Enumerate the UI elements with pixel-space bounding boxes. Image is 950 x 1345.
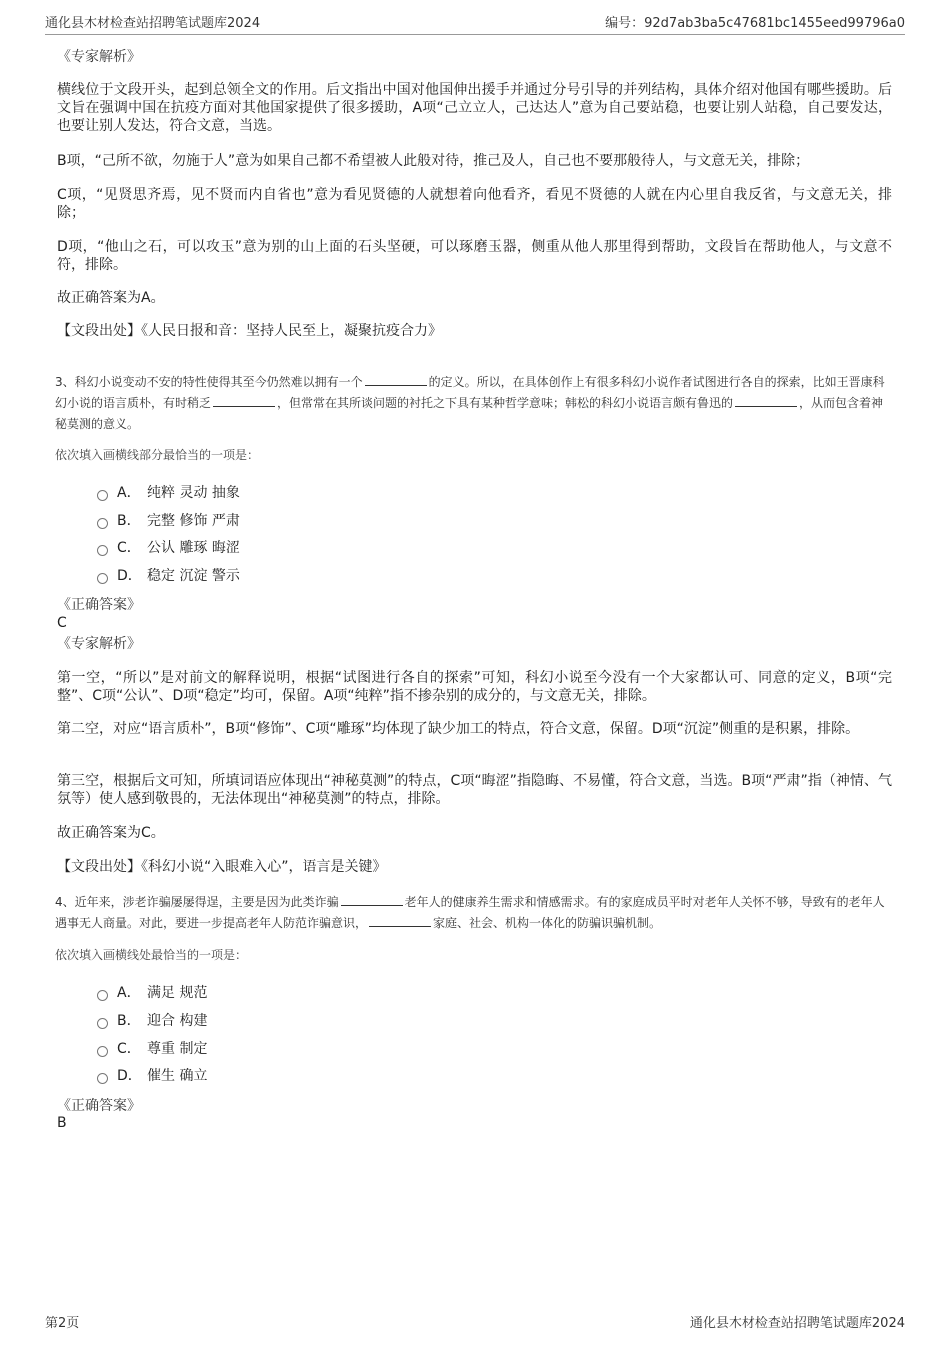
option-text: 满足 规范: [147, 985, 208, 1001]
q3-prompt: 依次填入画横线部分最恰当的一项是：: [55, 448, 260, 462]
q3-option-a[interactable]: [97, 482, 240, 502]
q3-stem-part: 的定义。所以，在具体创作上有很多科幻小说作者试图进行各自的探索，比如王晋康科幻小说的语言质朴，有时稍乏: [55, 375, 885, 410]
q3-stem-part: ，从而包含着神秘莫测的意义。: [55, 396, 884, 431]
q3-analysis-para-2: 第二空，对应“语言质朴”，B项“修饰”、C项“雕琢”均体现了缺少加工的特点，符合文意，保留。D项“沉淀”侧重的是积累，排除。: [57, 721, 860, 737]
option-text: 公认 雕琢 晦涩: [147, 540, 240, 556]
radio-icon[interactable]: [97, 990, 108, 1001]
header-title: 通化县木材检查站招聘笔试题库2024: [45, 16, 261, 31]
radio-icon[interactable]: [97, 573, 108, 584]
q3-analysis-para-3: 第三空，根据后文可知，所填词语应体现出“神秘莫测”的特点，C项“晦涩”指隐晦、不易懂，符合文意，当选。B项“严肃”指（神情、气氛等）使人感到敬畏的，无法体现出“神秘莫测”的特点，排除。: [57, 773, 892, 807]
q3-answer-label: 《正确答案》: [57, 597, 141, 613]
footer-title: 通化县木材检查站招聘笔试题库2024: [689, 1316, 905, 1331]
option-text: 纯粹 灵动 抽象: [147, 485, 240, 501]
option-text: 催生 确立: [147, 1068, 208, 1084]
option-text: 完整 修饰 严肃: [147, 513, 240, 529]
radio-icon[interactable]: [97, 490, 108, 501]
q3-source: 【文段出处】《科幻小说“入眼难入心”，语言是关键》: [57, 859, 387, 875]
option-letter: B．: [117, 1013, 141, 1029]
blank-line: [365, 373, 427, 386]
q2-source: 【文段出处】《人民日报和音：坚持人民至上，凝聚抗疫合力》: [57, 323, 442, 339]
q2-analysis-para-3: C项，“见贤思齐焉，见不贤而内自省也”意为看见贤德的人就想着向他看齐，看见不贤德的人就在内心里自我反省，与文意无关，排除；: [57, 187, 892, 221]
q3-option-b[interactable]: [97, 510, 240, 530]
blank-line: [369, 914, 431, 927]
q4-option-b[interactable]: [97, 1010, 207, 1030]
q2-analysis-para-1: 横线位于文段开头，起到总领全文的作用。后文指出中国对他国伸出援手并通过分号引导的并列结构，具体介绍对他国有哪些援助。后文旨在强调中国在抗疫方面对其他国家提供了很多援助，A项“己立立人，己达达人”意为自己要站稳，也要让别人站稳，自己要发达，也要让别人发达，符合文意，当选。: [57, 82, 892, 134]
option-text: 稳定 沉淀 警示: [147, 568, 240, 584]
q3-answer: C: [57, 615, 67, 631]
option-text: 尊重 制定: [147, 1041, 208, 1057]
q2-analysis-para-2: B项，“己所不欲，勿施于人”意为如果自己都不希望被人此般对待，推己及人，自己也不要那般待人，与文意无关，排除；: [57, 153, 810, 169]
page-footer: [45, 1312, 905, 1331]
q4-stem: [55, 892, 895, 934]
q4-option-d[interactable]: [97, 1065, 207, 1085]
q4-stem-part: 4、近年来，涉老诈骗屡屡得逞，主要是因为此类诈骗: [55, 895, 339, 909]
option-letter: C．: [117, 540, 141, 556]
q2-analysis-label: 《专家解析》: [57, 49, 141, 65]
option-letter: D．: [117, 568, 142, 584]
blank-line: [735, 394, 797, 407]
header-doc-id: 编号：92d7ab3ba5c47681bc1455eed99796a0: [605, 16, 905, 31]
radio-icon[interactable]: [97, 1046, 108, 1057]
q3-option-c[interactable]: [97, 537, 240, 557]
radio-icon[interactable]: [97, 545, 108, 556]
q4-option-a[interactable]: [97, 982, 207, 1002]
page-number: 第2页: [45, 1316, 80, 1331]
radio-icon[interactable]: [97, 1073, 108, 1084]
option-letter: B．: [117, 513, 141, 529]
radio-icon[interactable]: [97, 518, 108, 529]
q3-analysis-para-1: 第一空，“所以”是对前文的解释说明，根据“试图进行各自的探索”可知，科幻小说至今没有一个大家都认可、同意的定义，B项“完整”、C项“公认”、D项“稳定”均可，保留。A项“纯粹”指不掺杂别的成分的，与文意无关，排除。: [57, 670, 892, 704]
option-text: 迎合 构建: [147, 1013, 208, 1029]
page-header: [45, 12, 905, 35]
q2-analysis-para-4: D项，“他山之石，可以攻玉”意为别的山上面的石头坚硬，可以琢磨玉器，侧重从他人那里得到帮助，文段旨在帮助他人，与文意不符，排除。: [57, 239, 892, 273]
radio-icon[interactable]: [97, 1018, 108, 1029]
q3-stem: [55, 372, 895, 435]
option-letter: A．: [117, 985, 141, 1001]
blank-line: [213, 394, 275, 407]
q3-analysis-label: 《专家解析》: [57, 636, 141, 652]
blank-line: [341, 893, 403, 906]
q4-option-c[interactable]: [97, 1038, 207, 1058]
q4-stem-part: 家庭、社会、机构一体化的防骗识骗机制。: [433, 916, 662, 930]
q4-answer-label: 《正确答案》: [57, 1098, 141, 1114]
q3-stem-part: ，但常常在其所谈问题的衬托之下具有某种哲学意味；韩松的科幻小说语言颇有鲁迅的: [277, 396, 734, 410]
q2-conclusion: 故正确答案为A。: [57, 290, 165, 306]
option-letter: D．: [117, 1068, 142, 1084]
option-letter: A．: [117, 485, 141, 501]
q3-stem-part: 3、科幻小说变动不安的特性使得其至今仍然难以拥有一个: [55, 375, 363, 389]
q3-option-d[interactable]: [97, 565, 240, 585]
q3-conclusion: 故正确答案为C。: [57, 825, 165, 841]
q4-answer: B: [57, 1115, 67, 1131]
option-letter: C．: [117, 1041, 141, 1057]
q4-prompt: 依次填入画横线处最恰当的一项是：: [55, 948, 248, 962]
q4-stem-part: 老年人的健康养生需求和情感需求。有的家庭成员平时对老年人关怀不够，导致有的老年人遇事无人商量。对此，要进一步提高老年人防范诈骗意识，: [55, 895, 885, 930]
